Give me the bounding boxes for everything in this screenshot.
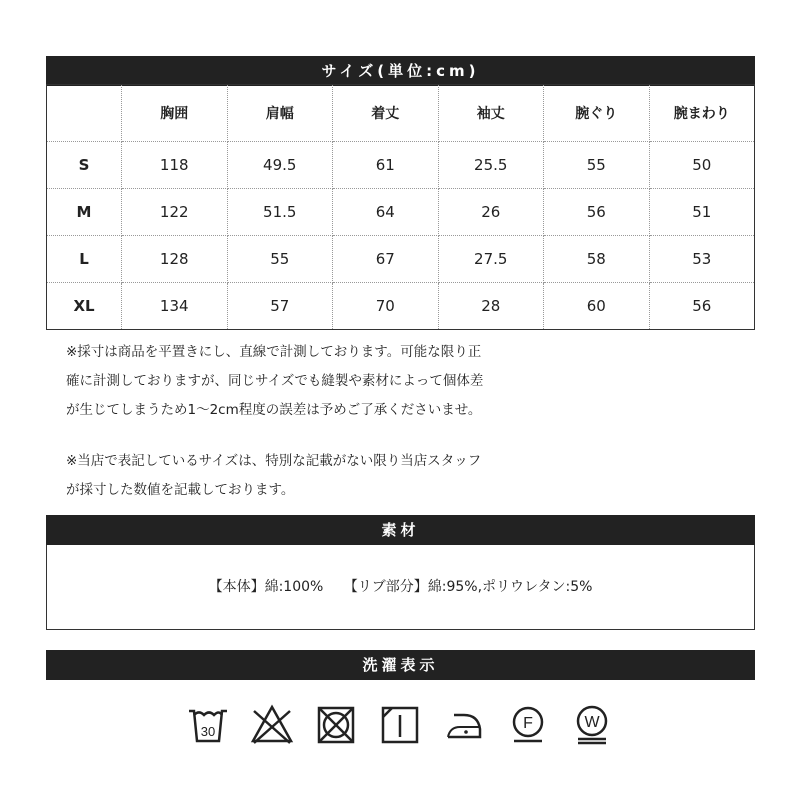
table-cell: 55 [227, 236, 333, 283]
dry-clean-f-label: F [522, 715, 533, 732]
note-line: ※採寸は商品を平置きにし、直線で計測しております。可能な限り正 [66, 344, 482, 360]
table-row [47, 283, 755, 330]
table-header-cell: 肩幅 [227, 85, 333, 142]
line-dry-shade-icon [378, 703, 422, 747]
note-line: が採寸した数値を記載しております。 [66, 482, 295, 498]
size-label: S [47, 142, 122, 189]
note-line: 確に計測しておりますが、同じサイズでも縫製や素材によって個体差 [66, 373, 484, 389]
care-box [46, 680, 753, 770]
table-cell: 56 [649, 283, 755, 330]
table-cell: 26 [438, 189, 544, 236]
table-cell: 28 [438, 283, 544, 330]
table-row [47, 236, 755, 283]
wet-clean-w-icon [570, 703, 614, 747]
table-cell: 118 [122, 142, 228, 189]
table-cell: 60 [544, 283, 650, 330]
table-cell: 61 [333, 142, 439, 189]
note-line: ※当店で表記しているサイズは、特別な記載がない限り当店スタッフ [66, 453, 482, 469]
table-row [47, 189, 755, 236]
table-cell: 49.5 [227, 142, 333, 189]
table-header-row [47, 85, 755, 142]
table-cell: 70 [333, 283, 439, 330]
table-cell: 25.5 [438, 142, 544, 189]
size-table [46, 84, 755, 330]
no-tumble-dry-icon [314, 703, 358, 747]
size-label: L [47, 236, 122, 283]
table-cell: 57 [227, 283, 333, 330]
table-cell: 67 [333, 236, 439, 283]
material-box [46, 545, 755, 630]
size-label: M [47, 189, 122, 236]
table-cell: 53 [649, 236, 755, 283]
table-cell: 64 [333, 189, 439, 236]
table-cell: 134 [122, 283, 228, 330]
material-text: 【本体】綿:100% 【リブ部分】綿:95%,ポリウレタン:5% [208, 579, 593, 595]
table-header-cell: 腕まわり [649, 85, 755, 142]
measurement-notes [66, 338, 586, 505]
care-section-title: 洗濯表示 [46, 650, 755, 680]
wash-temp-label: 30 [200, 724, 215, 739]
table-header-cell: 着丈 [333, 85, 439, 142]
table-cell: 27.5 [438, 236, 544, 283]
material-section-title: 素材 [46, 515, 755, 545]
table-cell: 50 [649, 142, 755, 189]
wet-clean-w-label: W [583, 714, 600, 731]
table-cell: 51.5 [227, 189, 333, 236]
no-bleach-icon [250, 703, 294, 747]
size-section-title: サイズ(単位:cm) [46, 56, 755, 86]
table-cell: 58 [544, 236, 650, 283]
table-cell: 122 [122, 189, 228, 236]
size-label: XL [47, 283, 122, 330]
table-cell: 51 [649, 189, 755, 236]
table-header-cell: 胸囲 [122, 85, 228, 142]
table-cell: 55 [544, 142, 650, 189]
table-cell: 56 [544, 189, 650, 236]
table-header-cell: 袖丈 [438, 85, 544, 142]
wash-tub-30-icon [186, 703, 230, 747]
table-cell: 128 [122, 236, 228, 283]
iron-low-icon [442, 703, 486, 747]
table-header-cell: 腕ぐり [544, 85, 650, 142]
table-row [47, 142, 755, 189]
dry-clean-f-icon [506, 703, 550, 747]
note-line: が生じてしまうため1～2cm程度の誤差は予めご了承くださいませ。 [66, 402, 482, 418]
table-header-cell [47, 85, 122, 142]
care-icons-row [46, 680, 753, 770]
